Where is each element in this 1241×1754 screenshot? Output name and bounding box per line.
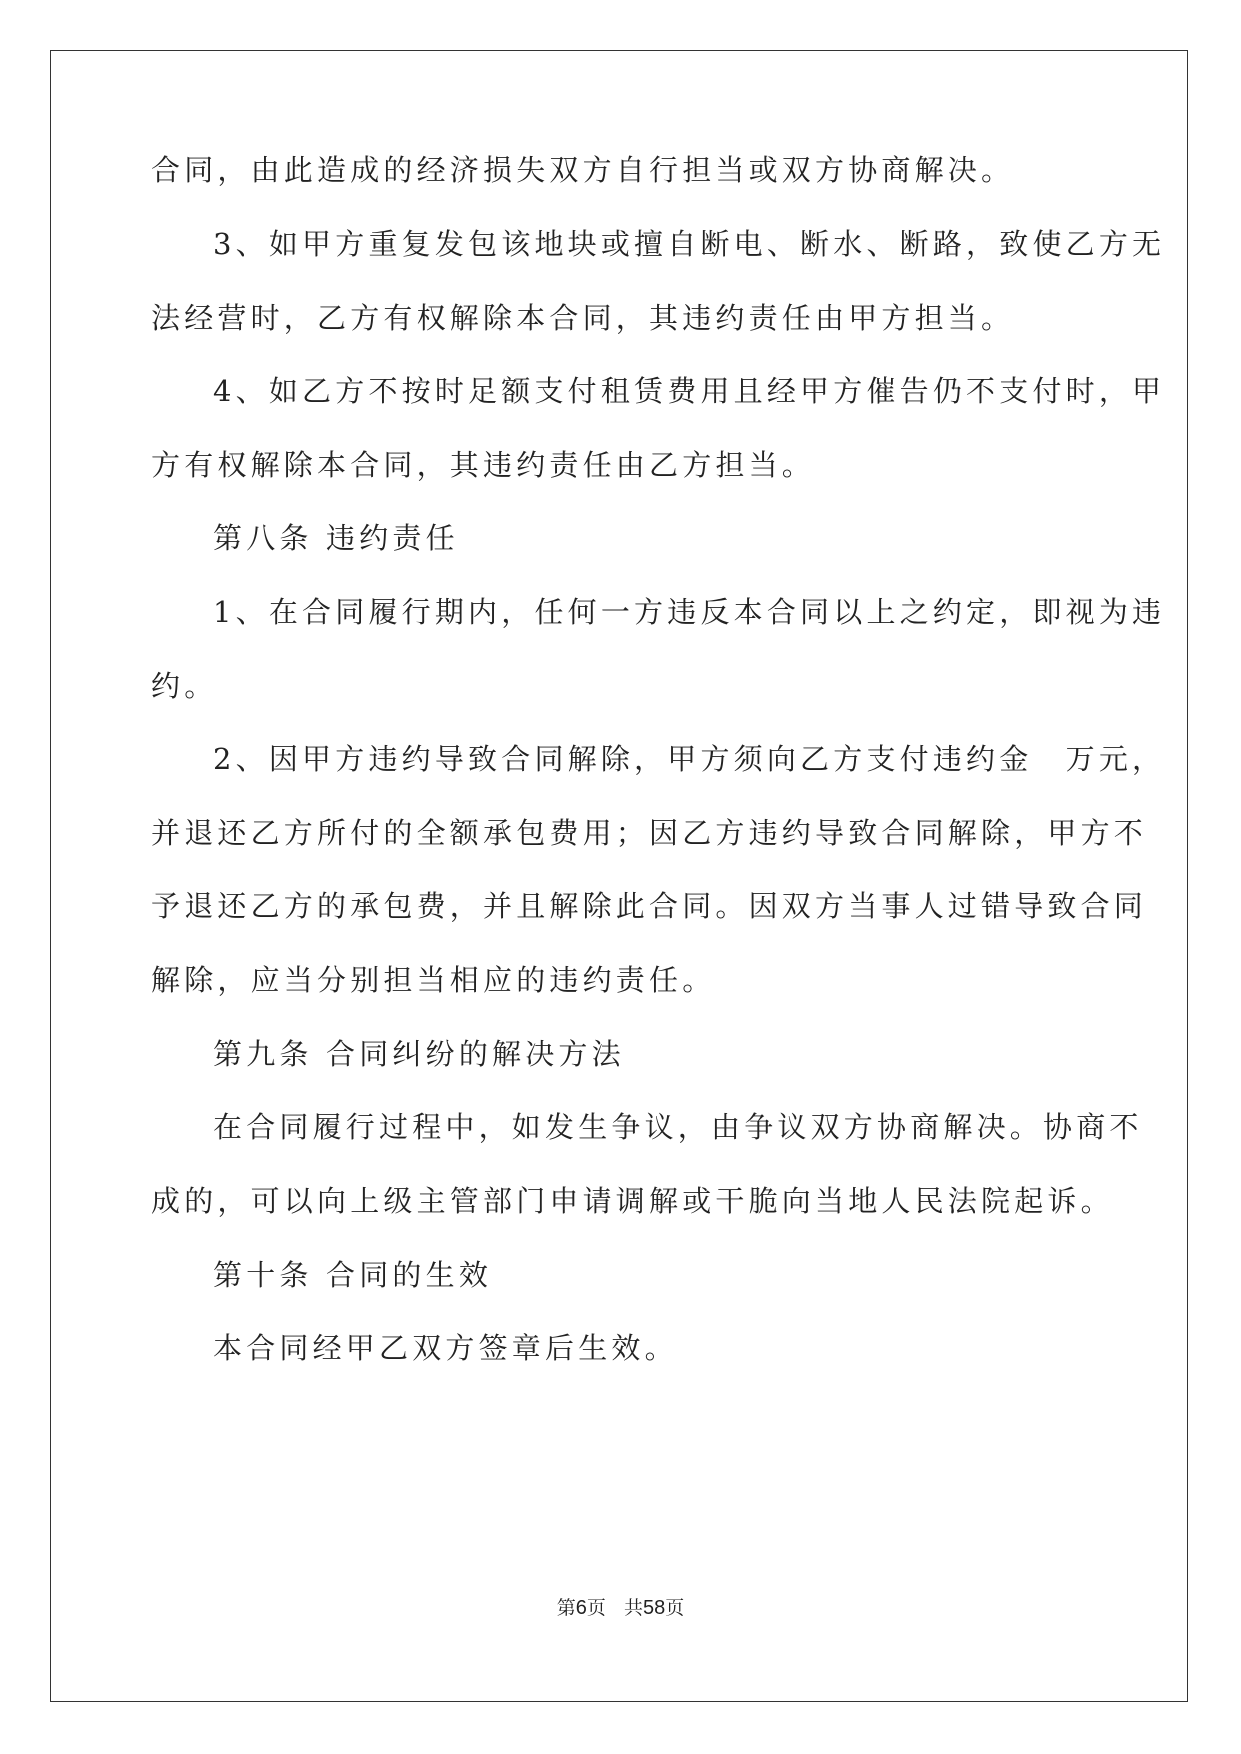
- total-label-suffix: 页: [665, 1597, 685, 1619]
- body-line: 3、如甲方重复发包该地块或擅自断电、断水、断路，致使乙方无: [213, 227, 1166, 261]
- body-line: 约。: [151, 669, 218, 703]
- body-line: 法经营时，乙方有权解除本合同，其违约责任由甲方担当。: [151, 301, 1015, 335]
- page-footer: [0, 1596, 1241, 1620]
- total-pages: 58: [642, 1597, 666, 1619]
- page-label-prefix: 第: [556, 1597, 576, 1619]
- page-number: 6: [575, 1597, 587, 1619]
- body-line: 4、如乙方不按时足额支付租赁费用且经甲方催告仍不支付时，甲: [213, 374, 1166, 408]
- total-label-prefix: 共: [623, 1597, 643, 1619]
- body-line: 2、因甲方违约导致合同解除，甲方须向乙方支付违约金 万元，: [213, 742, 1166, 776]
- body-line: 1、在合同履行期内，任何一方违反本合同以上之约定，即视为违: [213, 595, 1166, 629]
- section-heading: 第九条 合同纠纷的解决方法: [213, 1037, 625, 1071]
- section-heading: 第十条 合同的生效: [213, 1258, 493, 1292]
- body-line: 解除，应当分别担当相应的违约责任。: [151, 963, 716, 997]
- body-line: 本合同经甲乙双方签章后生效。: [213, 1331, 678, 1365]
- body-line: 合同，由此造成的经济损失双方自行担当或双方协商解决。: [151, 153, 1015, 187]
- body-line: 并退还乙方所付的全额承包费用；因乙方违约导致合同解除，甲方不: [151, 816, 1148, 850]
- section-heading: 第八条 违约责任: [213, 521, 459, 555]
- body-line: 方有权解除本合同，其违约责任由乙方担当。: [151, 448, 816, 482]
- body-line: 在合同履行过程中，如发生争议，由争议双方协商解决。协商不: [213, 1110, 1143, 1144]
- body-line: 成的，可以向上级主管部门申请调解或干脆向当地人民法院起诉。: [151, 1184, 1114, 1218]
- page-label-suffix: 页: [586, 1597, 606, 1619]
- body-line: 予退还乙方的承包费，并且解除此合同。因双方当事人过错导致合同: [151, 889, 1148, 923]
